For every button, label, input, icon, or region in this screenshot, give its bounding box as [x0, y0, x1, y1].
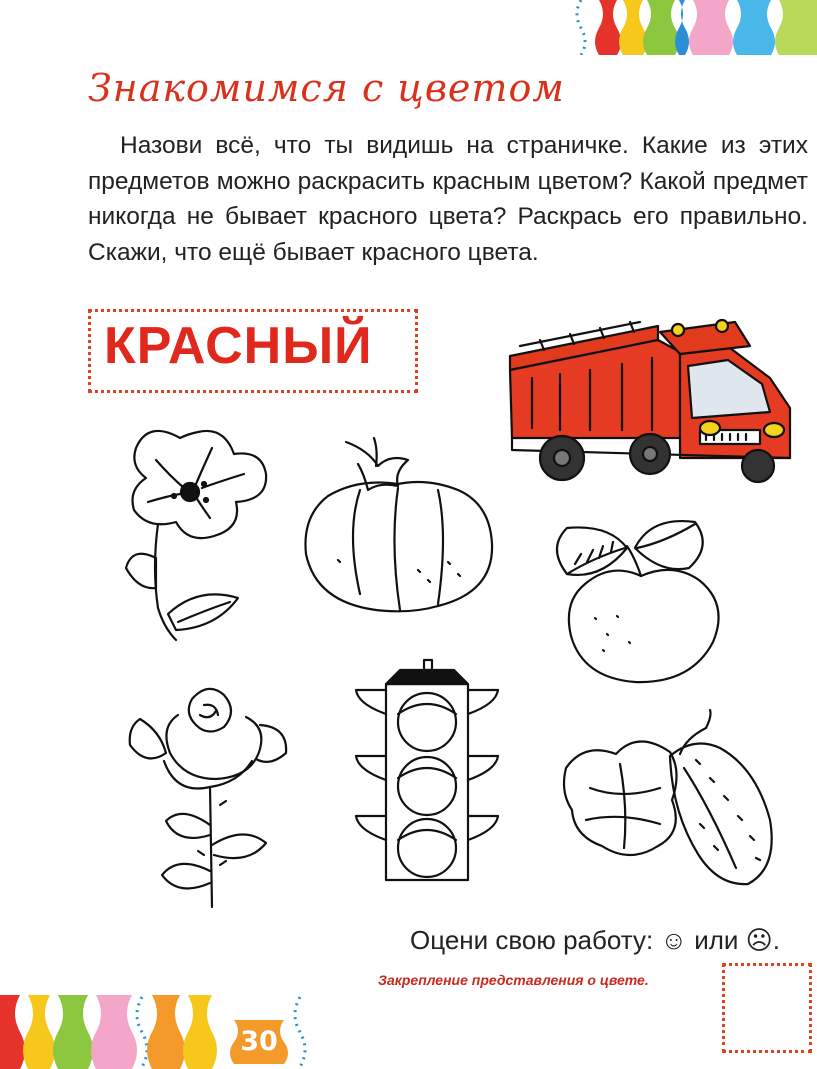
fire-truck-picture[interactable]: [500, 318, 805, 483]
top-stripes-decoration: [575, 0, 817, 55]
tomato-picture[interactable]: [298, 434, 498, 614]
cucumber-picture[interactable]: [560, 708, 780, 888]
page-number-badge: [228, 1020, 290, 1064]
rose-picture[interactable]: [120, 675, 295, 910]
instructions-paragraph: Назови всё, что ты видишь на страничке. Какие из этих предметов можно раскрасить красным цветом? Какой предмет никогда не бывает красного цвета? Раскрась его правильно. Скажи, что ещё бывает красного цвета.: [88, 132, 808, 266]
footer-note: Закрепление представления о цвете.: [378, 972, 649, 988]
apple-picture[interactable]: [545, 518, 730, 688]
page-number: 30: [240, 1026, 278, 1057]
poppy-picture[interactable]: [118, 418, 278, 643]
self-assessment-prompt: Оцени свою работу: ☺ или ☹.: [410, 925, 780, 955]
page-title: Знакомимся с цветом: [88, 66, 565, 110]
color-word: КРАСНЫЙ: [104, 317, 373, 375]
teacher-mark-box[interactable]: [722, 963, 812, 1053]
instructions-text: [88, 128, 808, 270]
traffic-light-picture[interactable]: [352, 650, 502, 885]
